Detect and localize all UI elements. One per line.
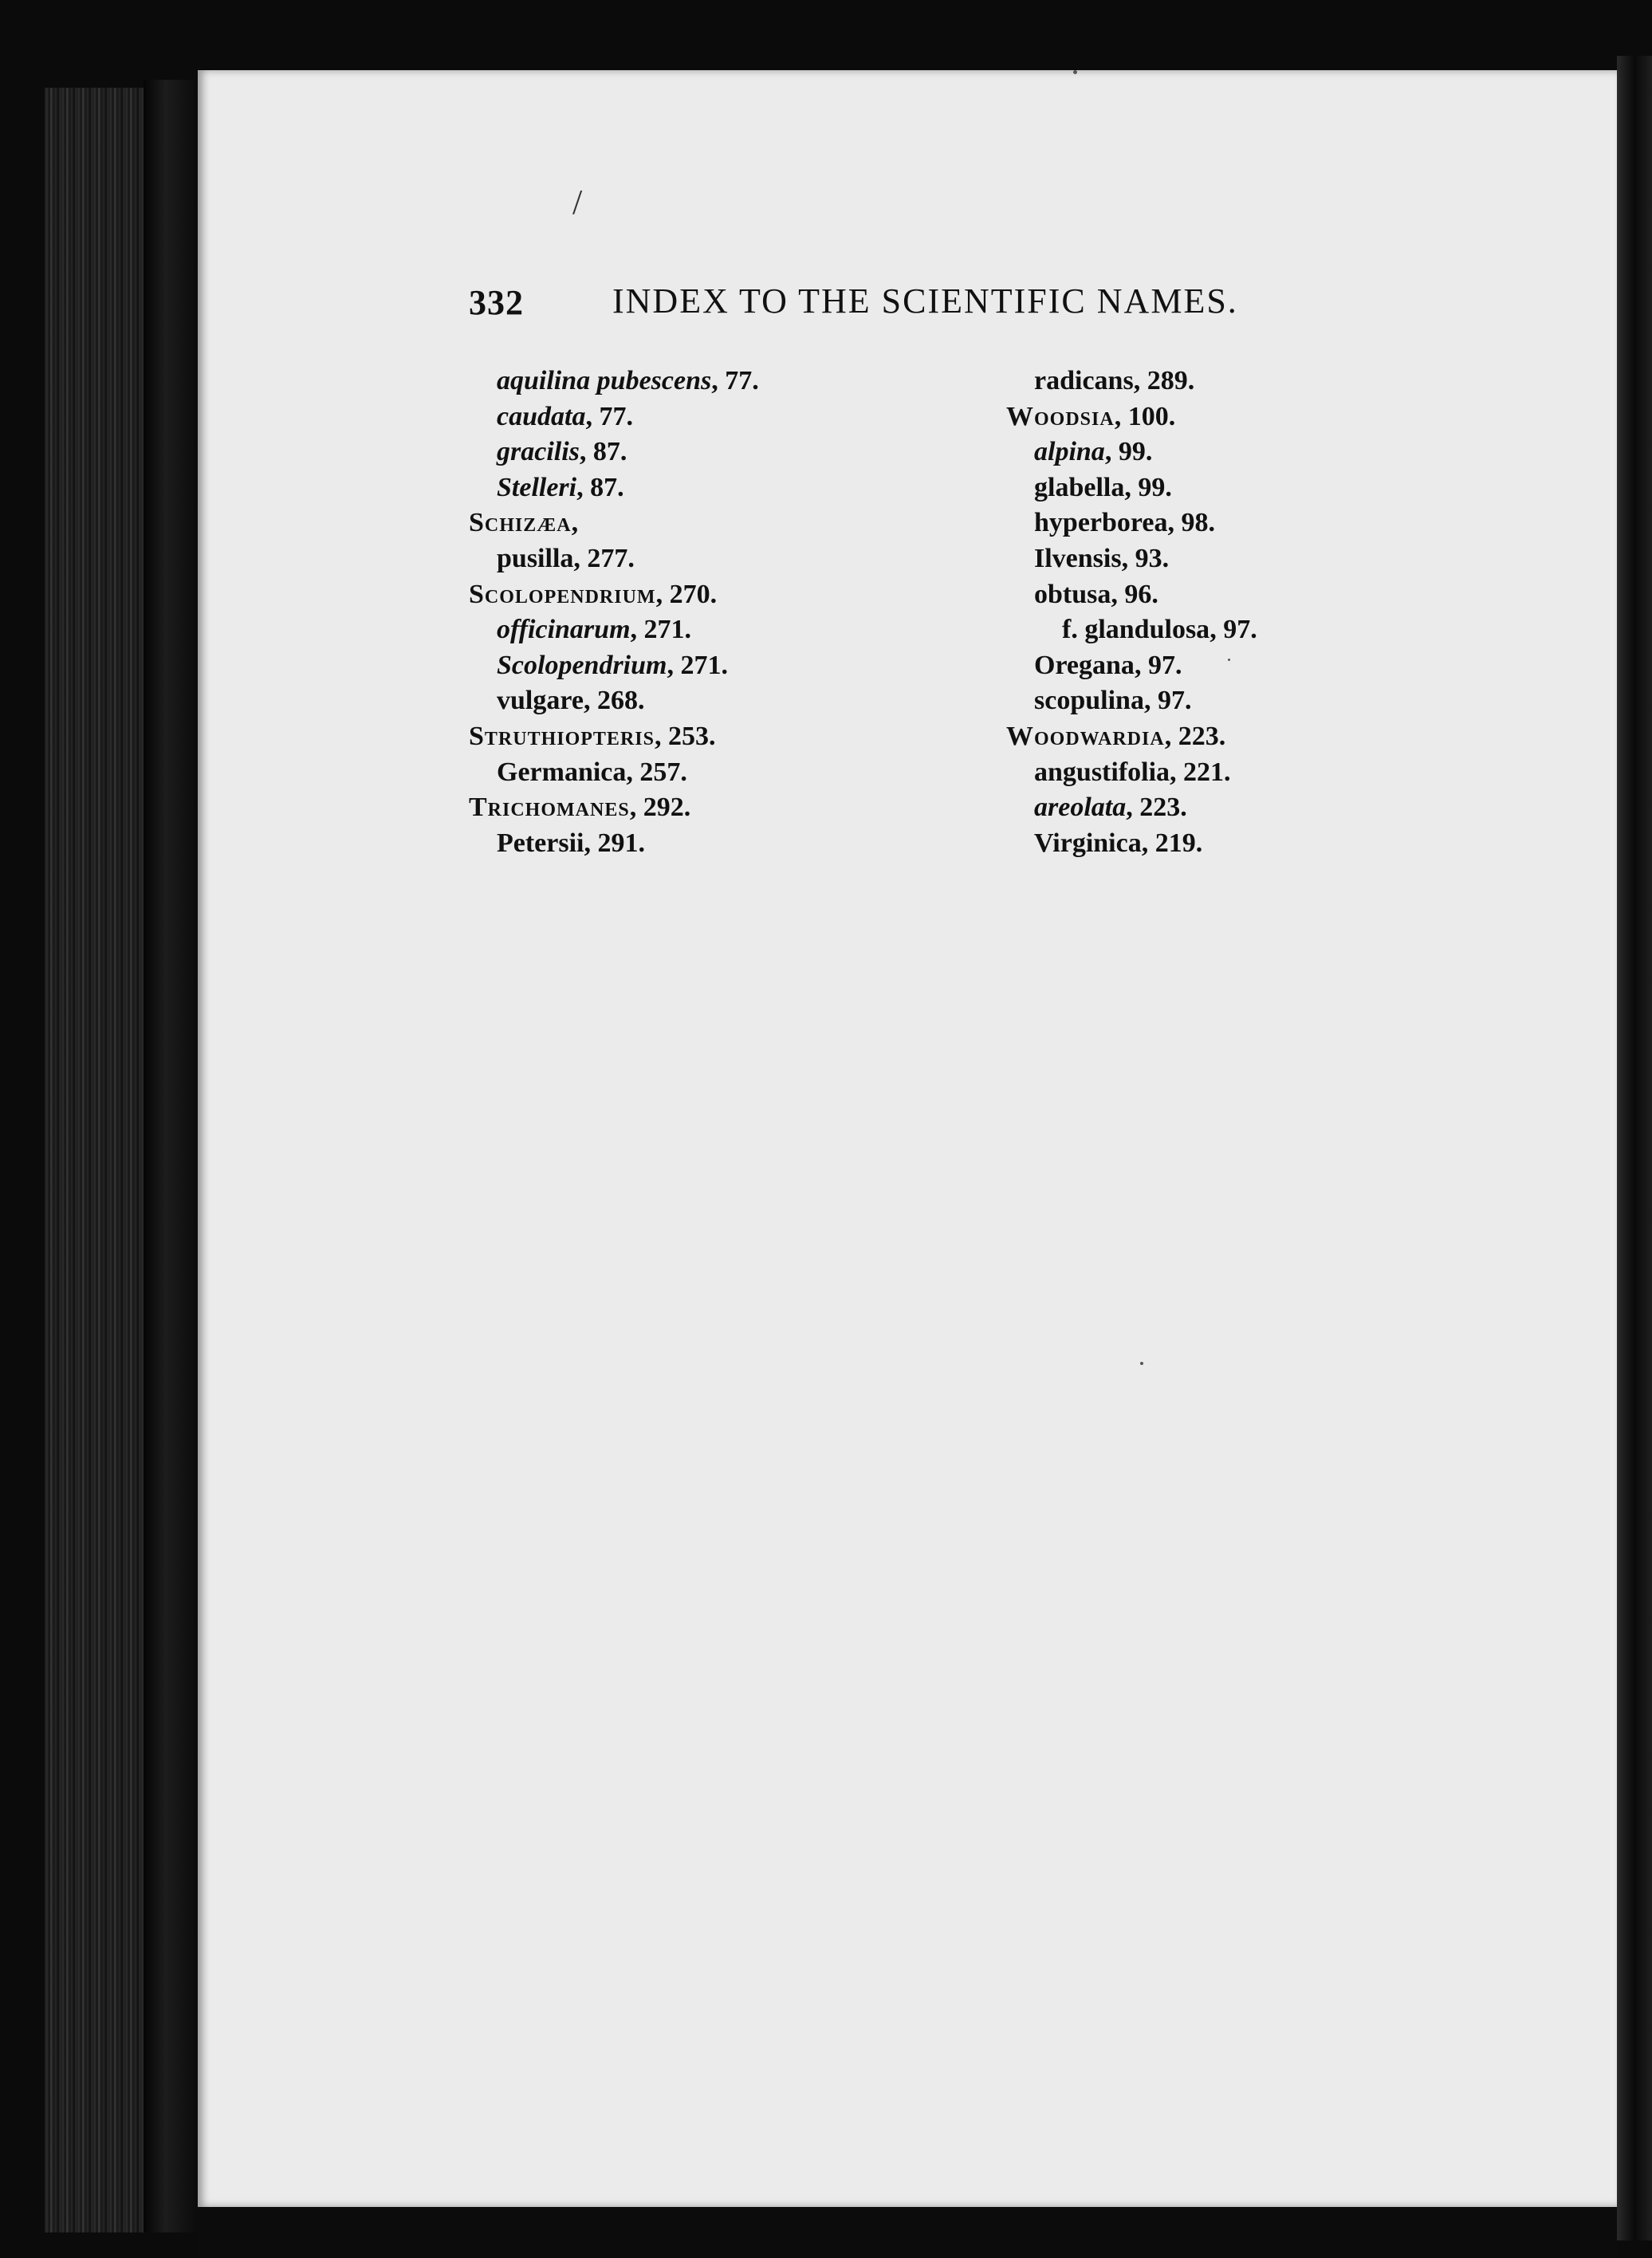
index-entry-page: 291. — [597, 828, 645, 858]
index-entry: alpina, 99. — [1034, 437, 1153, 467]
index-entry-page: 87. — [592, 437, 627, 467]
index-entry: Scolopendrium, 271. — [497, 650, 728, 680]
index-entry-name: glabella — [1034, 472, 1125, 502]
index-entry-name: Germanica — [497, 757, 627, 787]
index-entry-name: Trichomanes — [469, 793, 630, 823]
index-entry-page: 97. — [1147, 650, 1182, 680]
index-entry-name: gracilis — [497, 437, 580, 467]
index-entry: areolata, 223. — [1034, 793, 1187, 823]
index-entry-page: 97. — [1223, 615, 1257, 645]
index-entry-page: 271. — [643, 615, 692, 645]
index-entry-name: aquilina pubescens — [497, 366, 712, 395]
running-title: INDEX TO THE SCIENTIFIC NAMES. — [612, 281, 1238, 321]
index-entry-name: Virginica — [1034, 828, 1142, 858]
index-entry: Struthiopteris, 253. — [469, 721, 716, 751]
index-entry-page: 221. — [1183, 757, 1231, 787]
page-number: 332 — [469, 283, 524, 322]
index-entry: f. glandulosa, 97. — [1062, 615, 1257, 645]
index-entry-page: 270. — [669, 579, 718, 609]
index-entry-page: 96. — [1124, 579, 1158, 609]
index-entry: Virginica, 219. — [1034, 828, 1203, 858]
index-entry: Oregana, 97. — [1034, 650, 1182, 680]
stray-pen-mark: / — [572, 183, 583, 222]
index-entry: aquilina pubescens, 77. — [497, 366, 759, 395]
index-entry-page: 97. — [1157, 686, 1192, 716]
index-entry-name: Schizæa, — [469, 508, 580, 538]
index-entry-page: 100. — [1127, 401, 1176, 431]
index-entry-name: caudata — [497, 401, 586, 431]
index-entry-name: scopulina — [1034, 686, 1144, 716]
index-entry-name: Struthiopteris — [469, 721, 655, 751]
index-entry: obtusa, 96. — [1034, 579, 1158, 609]
index-entry: Stelleri, 87. — [497, 472, 624, 502]
index-entry: Woodwardia, 223. — [1006, 721, 1226, 751]
index-entry-page: 271. — [680, 650, 728, 680]
index-entry-name: Woodsia — [1006, 401, 1115, 431]
index-entry-page: 77. — [599, 401, 633, 431]
index-entry-page: 292. — [643, 793, 691, 823]
index-entry: Trichomanes, 292. — [469, 793, 691, 823]
speck — [1140, 1362, 1143, 1365]
index-entry-page: 87. — [590, 472, 624, 502]
index-entry-name: vulgare — [497, 686, 584, 716]
index-entry: glabella, 99. — [1034, 472, 1172, 502]
index-entry — [469, 505, 759, 541]
index-entry-name: Oregana — [1034, 650, 1135, 680]
binding-shadow — [144, 80, 199, 2232]
index-entry-name: pusilla — [497, 543, 574, 573]
paper-page — [198, 70, 1617, 2207]
index-entry: angustifolia, 221. — [1034, 757, 1231, 787]
index-column-right — [1006, 364, 1257, 861]
index-entry: scopulina, 97. — [1034, 686, 1192, 716]
index-entry-name: Scolopendrium — [469, 579, 656, 609]
index-entry-page: 98. — [1181, 508, 1215, 538]
index-entry: Petersii, 291. — [497, 828, 645, 858]
index-entry: hyperborea, 98. — [1034, 508, 1215, 538]
index-entry-name: Scolopendrium — [497, 650, 667, 680]
index-entry-name: f. glandulosa — [1062, 615, 1210, 645]
index-entry-page: 223. — [1178, 721, 1226, 751]
index-entry-page: 253. — [667, 721, 716, 751]
index-entry: vulgare, 268. — [497, 686, 645, 716]
page-right-edge — [1617, 56, 1652, 2240]
index-entry-name: areolata — [1034, 793, 1127, 823]
index-entry-page: 77. — [725, 366, 759, 395]
index-column-left — [469, 364, 759, 861]
index-entry-name: hyperborea — [1034, 508, 1168, 538]
index-entry: Scolopendrium, 270. — [469, 579, 718, 609]
index-entry: officinarum, 271. — [497, 615, 692, 645]
index-entry: Woodsia, 100. — [1006, 401, 1176, 431]
index-entry-name: officinarum — [497, 615, 631, 645]
index-entry-name: Woodwardia — [1006, 721, 1165, 751]
index-entry-name: Petersii — [497, 828, 584, 858]
index-entry-page: 223. — [1139, 793, 1187, 823]
index-entry-page: 289. — [1147, 366, 1195, 395]
index-entry: caudata, 77. — [497, 401, 633, 431]
index-entry-name: obtusa — [1034, 579, 1111, 609]
index-entry-name: radicans — [1034, 366, 1134, 395]
page-bottom-edge — [198, 2207, 1617, 2258]
index-entry-name: Ilvensis — [1034, 543, 1122, 573]
index-entry-page: 99. — [1138, 472, 1172, 502]
index-entry-page: 93. — [1135, 543, 1170, 573]
speck — [1073, 70, 1077, 74]
index-entry: Germanica, 257. — [497, 757, 687, 787]
index-entry: pusilla, 277. — [497, 543, 635, 573]
index-entry-name: Stelleri — [497, 472, 577, 502]
index-entry-page: 257. — [639, 757, 687, 787]
index-entry-page: 277. — [587, 543, 635, 573]
index-entry-name: alpina — [1034, 437, 1105, 467]
index-entry: gracilis, 87. — [497, 437, 627, 467]
index-entry-page: 99. — [1118, 437, 1153, 467]
index-entry-page: 219. — [1154, 828, 1203, 858]
index-entry: Ilvensis, 93. — [1034, 543, 1170, 573]
index-entry: radicans, 289. — [1034, 366, 1195, 395]
index-entry-page: 268. — [596, 686, 645, 716]
index-entry-name: angustifolia — [1034, 757, 1170, 787]
